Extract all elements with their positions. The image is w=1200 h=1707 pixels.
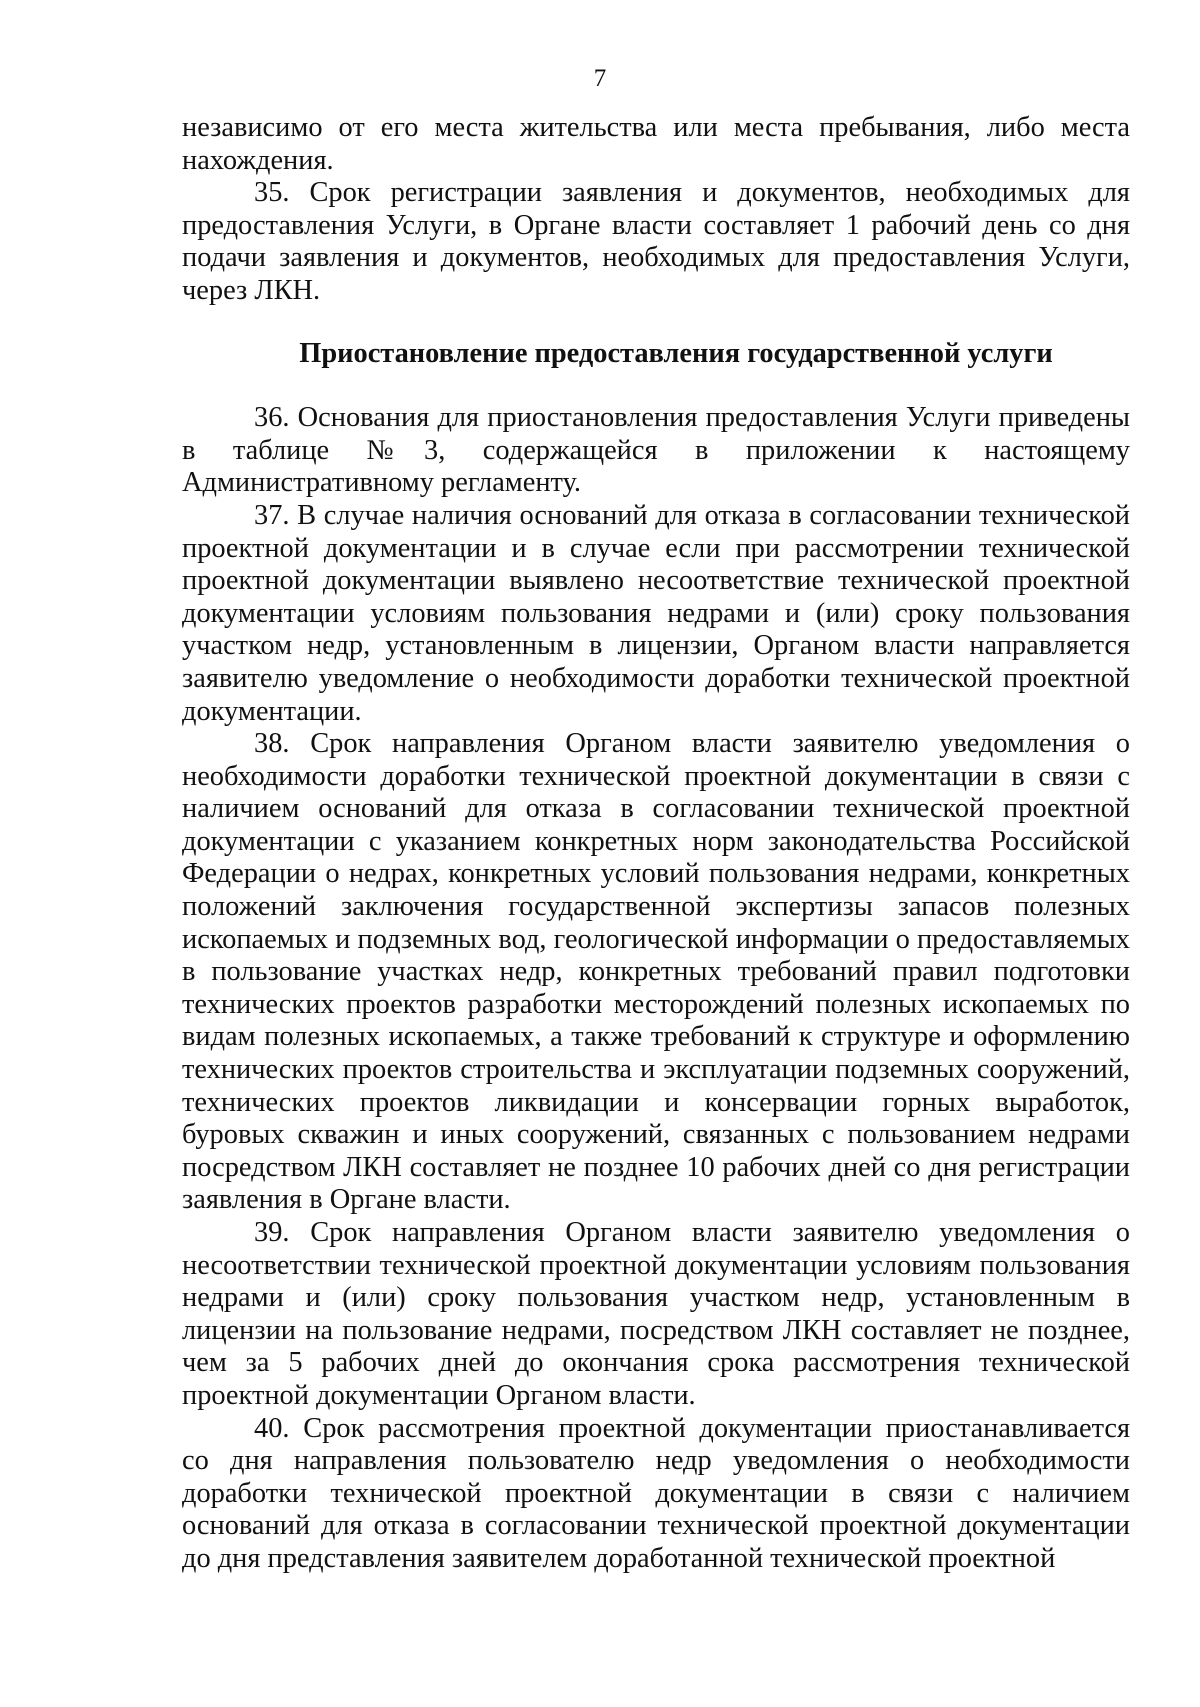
paragraph-40: 40. Срок рассмотрения проектной документации приостанавливается со дня направления пользователю недр уведомления о необходимости доработки технической проектной документации в связи с наличием оснований для отказа в согласовании технической проектной документации до дня представления заявителем доработанной технической проектной — [182, 1412, 1130, 1574]
paragraph-37: 37. В случае наличия оснований для отказа в согласовании технической проектной документации и в случае если при рассмотрении технической проектной документации выявлено несоответствие технической проектной документации условиям пользования недрами и (или) сроку пользования участком недр, установленным в лицензии, Органом власти направляется заявителю уведомление о необходимости доработки технической проектной документации. — [182, 499, 1130, 727]
section-heading: Приостановление предоставления государственной услуги — [299, 337, 1053, 369]
paragraph-38: 38. Срок направления Органом власти заявителю уведомления о необходимости доработки технической проектной документации в связи с наличием оснований для отказа в согласовании технической проектной документации с указанием конкретных норм законодательства Российской Федерации о недрах, конкретных условий пользования недрами, конкретных положений заключения государственной экспертизы запасов полезных ископаемых и подземных вод, геологической информации о предоставляемых в пользование участках недр, конкретных требований правил подготовки технических проектов разработки месторождений полезных ископаемых по видам полезных ископаемых, а также требований к структуре и оформлению технических проектов строительства и эксплуатации подземных сооружений, технических проектов ликвидации и консервации горных выработок, буровых скважин и иных сооружений, связанных с пользованием недрами посредством ЛКН составляет не позднее 10 рабочих дней со дня регистрации заявления в Органе власти. — [182, 728, 1130, 1216]
document-body — [182, 112, 1130, 1576]
paragraph-35: 35. Срок регистрации заявления и документов, необходимых для предоставления Услуги, в Органе власти составляет 1 рабочий день со дня подачи заявления и документов, необходимых для предоставления Услуги, через ЛКН. — [182, 177, 1130, 306]
page-number: 7 — [593, 65, 607, 92]
paragraph-continuation: независимо от его места жительства или места пребывания, либо места нахождения. — [182, 112, 1130, 176]
paragraph-36: 36. Основания для приостановления предоставления Услуги приведены в таблице №3, содержащейся в приложении к настоящему Административному регламенту. — [182, 402, 1130, 499]
paragraph-39: 39. Срок направления Органом власти заявителю уведомления о несоответствии технической проектной документации условиям пользования недрами и (или) сроку пользования участком недр, установленным в лицензии на пользование недрами, посредством ЛКН составляет не позднее, чем за 5 рабочих дней до окончания срока рассмотрения технической проектной документации Органом власти. — [182, 1217, 1130, 1411]
